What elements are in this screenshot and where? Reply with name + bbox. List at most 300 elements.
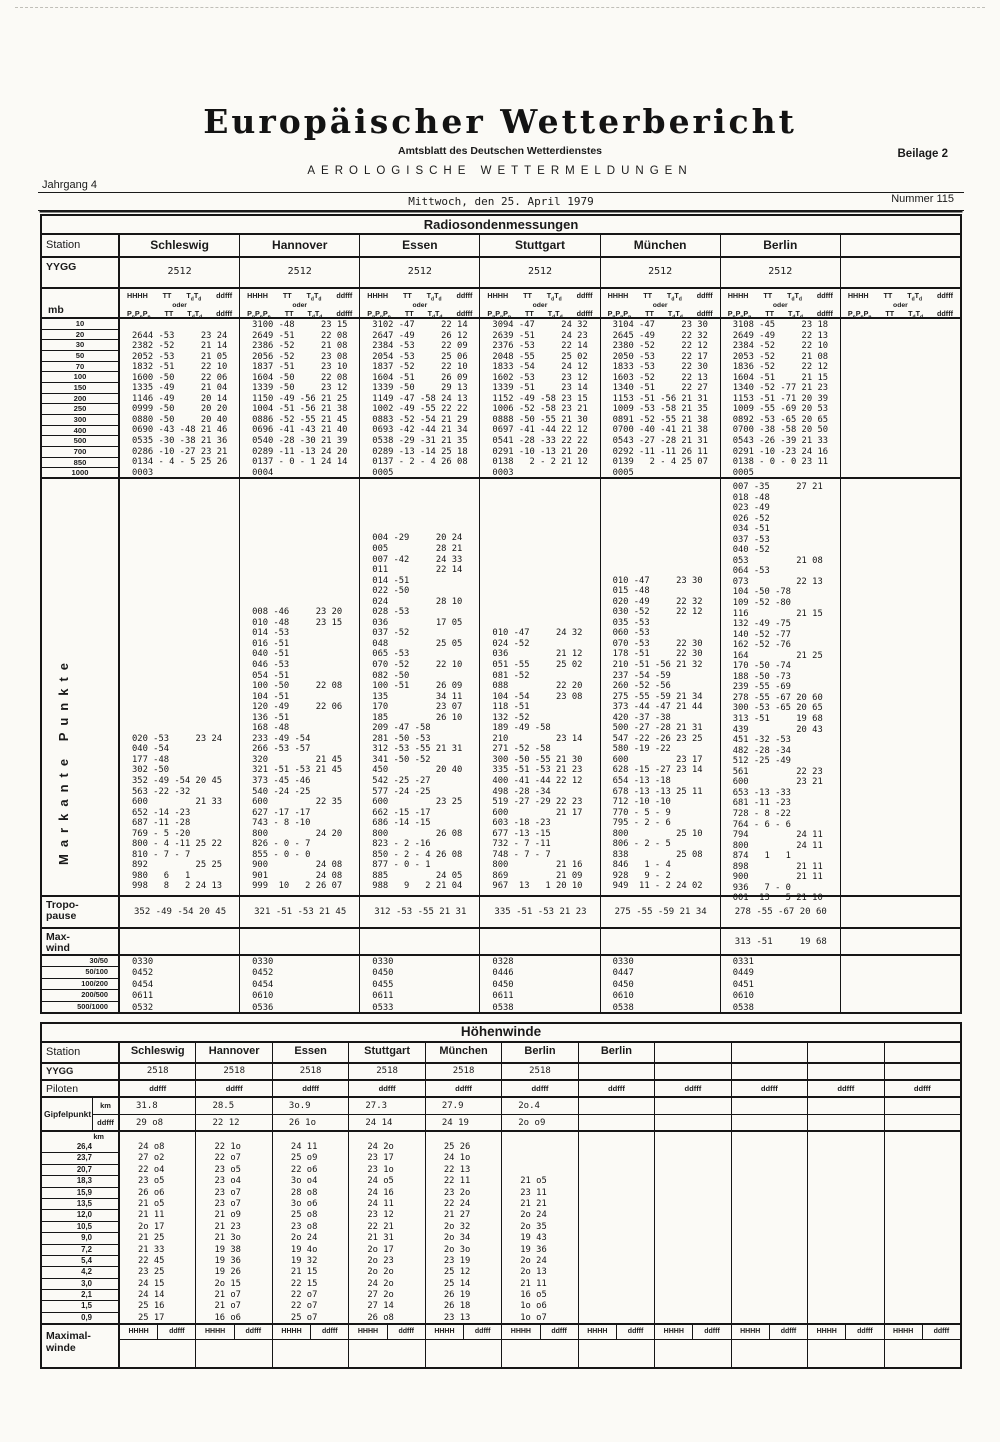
data-line: 22 45: [138, 1255, 165, 1266]
standard-levels-münchen: [601, 319, 721, 477]
mb-level-cell: 250: [42, 404, 118, 415]
layer-label: 30/50: [42, 956, 118, 967]
gipfelpunkt-values-berlin-6: [579, 1098, 655, 1130]
data-line: 010 -48 23 15: [252, 617, 343, 628]
piloten-ddfff-empty-10: ddfff: [913, 1084, 931, 1093]
gipfelpunkt-km-label: km: [93, 1098, 118, 1115]
data-line: 800 24 11: [732, 840, 823, 851]
data-line: 239 -55 -69: [732, 682, 791, 693]
data-line: 1604 -50 22 08: [252, 372, 348, 383]
header-field: ddfff: [336, 291, 353, 300]
data-line: 846 1 - 4: [612, 860, 671, 871]
yygg-value-hannover: 2512: [240, 258, 360, 287]
data-line: 23 o7: [214, 1198, 241, 1209]
data-line: 209 -47 -58: [372, 723, 431, 734]
issue-date: Mittwoch, den 25. April 1979: [408, 195, 594, 208]
data-line: 0538: [612, 1002, 634, 1013]
data-line: 2645 -49 22 32: [612, 330, 708, 341]
data-line: 0446: [492, 968, 514, 979]
gipfel-km-value: 27.9: [426, 1098, 501, 1115]
data-line: 116 21 15: [732, 608, 823, 619]
hw-km-area: [42, 1130, 960, 1323]
data-line: 020 -53 23 24: [132, 733, 223, 744]
data-line: 0289 -13 -14 25 18: [372, 446, 468, 457]
data-line: 2o 13: [520, 1267, 547, 1278]
maximalwinde-label-line2: winde: [46, 1342, 76, 1354]
tropopause-label: [42, 897, 120, 927]
data-line: 0697 -41 -44 22 12: [492, 425, 588, 436]
data-line: 0330: [372, 957, 394, 967]
header-field: $T_dT_d$: [787, 291, 802, 303]
data-line: 0880 -50 20 40: [132, 414, 228, 425]
data-line: 600 23 17: [612, 754, 703, 765]
data-line: 302 -50: [132, 765, 170, 776]
ddfff-header: ddfff: [398, 1328, 414, 1335]
gipfel-ddfff-value: [808, 1115, 883, 1131]
wind-lines: [808, 1132, 883, 1142]
data-line: 0291 -10 -23 24 16: [732, 446, 829, 457]
mb-level-cell: 500: [42, 436, 118, 447]
data-line: 132 -49 -75: [732, 619, 791, 630]
header-field: ddfff: [336, 309, 353, 319]
km-winds-berlin-5: [502, 1132, 578, 1323]
wind-lines: [655, 1132, 730, 1142]
km-level-cell: 12,0: [42, 1210, 118, 1221]
tropopause-value-stuttgart: 335 -51 -53 21 23: [480, 897, 600, 927]
nummer-label: Nummer 115: [891, 193, 954, 205]
data-line: 2o 17: [367, 1244, 394, 1255]
mb-level-cell: 10: [42, 319, 118, 330]
data-line: 0138 2 - 2 21 12: [492, 457, 588, 468]
gipfelpunkt-values-essen-2: [273, 1098, 349, 1130]
standard-lines: [841, 319, 960, 320]
significant-lines: [721, 481, 840, 904]
hhhh-header: HHHH: [426, 1325, 464, 1339]
data-line: 869 21 09: [492, 870, 583, 881]
data-line: 21 23: [214, 1221, 241, 1232]
mb-level-cell: 850: [42, 458, 118, 469]
wind-lines: [349, 1132, 424, 1324]
maxwind-value-empty-6: [841, 929, 960, 954]
gipfelpunkt-values-empty-10: [885, 1098, 960, 1130]
ddfff-header: ddfff: [933, 1328, 950, 1335]
rs-maxwind-row: [42, 927, 960, 954]
data-line: 100 -50 22 08: [252, 681, 343, 692]
data-line: 928 9 - 2: [612, 870, 671, 881]
layer-winds-essen: [360, 956, 480, 1012]
data-line: 1339 -50 23 12: [252, 383, 348, 394]
data-line: 22 o6: [290, 1164, 318, 1175]
subtitle-aerologische: AEROLOGISCHE WETTERMELDUNGEN: [307, 165, 693, 177]
hhhh-header: HHHH: [808, 1325, 846, 1339]
data-line: 1o o6: [520, 1301, 547, 1312]
data-line: 22 24: [443, 1198, 471, 1209]
maxwind-label-line1: Max-: [46, 931, 70, 943]
layer-winds-empty-6: [841, 956, 960, 1012]
km-level-cell: 26,4: [42, 1142, 118, 1153]
header-field: TT: [765, 309, 775, 319]
km-level-cell: 10,5: [42, 1222, 118, 1233]
mb-level-cell: 70: [42, 362, 118, 373]
data-line: 23 17: [367, 1153, 394, 1164]
data-line: 065 -53: [372, 649, 410, 660]
beilage-label: Beilage 2: [897, 148, 948, 160]
data-line: 2639 -51 24 23: [492, 330, 588, 341]
hhhh-header: HHHH: [579, 1325, 617, 1339]
hw-station-name-empty-9: [808, 1043, 884, 1062]
data-line: 0330: [252, 957, 274, 967]
maxwind-pair-empty-8: [732, 1325, 808, 1367]
hw-piloten-row: [42, 1079, 960, 1096]
ddfff-header: ddfff: [474, 1328, 491, 1335]
header-field: TT: [404, 309, 414, 319]
standard-lines: [480, 319, 599, 478]
header-oder: oder: [772, 302, 788, 310]
header-field: $P_nP_nP_n$: [487, 309, 511, 321]
data-line: 21 27: [443, 1210, 471, 1221]
data-line: 335 -51 -53 21 23: [492, 765, 583, 776]
header-field: ddfff: [816, 291, 833, 300]
gipfelpunkt-values-münchen-4: [426, 1098, 502, 1130]
km-winds-empty-8: [732, 1132, 808, 1323]
data-line: 188 -50 -73: [732, 671, 791, 682]
header-field: ddfff: [816, 309, 833, 319]
header-field: $T_dT_d$: [908, 309, 924, 321]
hhhh-header: HHHH: [349, 1325, 387, 1339]
subtitle: Amtsblatt des Deutschen Wetterdienstes: [397, 145, 603, 157]
header-field: HHHH: [247, 291, 268, 300]
data-line: 0330: [612, 957, 634, 967]
hw-station-name-schleswig-0: Schleswig: [120, 1043, 196, 1062]
data-line: 2384 -53 22 09: [372, 341, 468, 352]
maxwind-value-hannover: [240, 929, 360, 954]
data-line: 0139 2 - 4 25 07: [612, 457, 708, 468]
significant-lines: [601, 575, 720, 895]
data-line: 2052 -53 21 05: [132, 351, 228, 362]
data-line: 046 -53: [252, 659, 290, 670]
data-line: 024 28 10: [372, 596, 463, 607]
data-line: 1153 -51 -71 20 39: [732, 393, 829, 404]
data-line: 1340 -52 -77 21 23: [732, 383, 829, 394]
header-field: $T_dT_d$: [667, 309, 683, 321]
data-line: 320 21 45: [252, 754, 343, 765]
data-line: 048 25 05: [372, 638, 463, 649]
data-line: 900 21 11: [732, 872, 823, 883]
data-line: 0610: [252, 991, 274, 1002]
data-line: 0888 -50 -55 21 30: [492, 414, 588, 425]
data-line: 21 25: [138, 1233, 165, 1244]
data-line: 2o 3o: [443, 1244, 471, 1255]
data-line: 24 11: [367, 1198, 394, 1209]
data-line: 27 o2: [138, 1153, 165, 1164]
column-header-essen: [360, 289, 480, 321]
data-line: 450 20 40: [372, 765, 463, 776]
data-line: 420 -37 -38: [612, 712, 671, 723]
data-line: 22 11: [443, 1176, 471, 1187]
header-field: ddfff: [216, 291, 233, 300]
data-line: 312 -53 -55 21 31: [372, 744, 463, 755]
data-line: 519 -27 -29 22 23: [492, 797, 583, 808]
data-line: 168 -48: [252, 723, 290, 734]
data-line: 19 36: [520, 1244, 547, 1255]
data-line: 580 -19 -22: [612, 744, 671, 755]
data-line: 341 -50 -52: [372, 754, 431, 765]
piloten-label: Piloten: [42, 1081, 120, 1096]
data-line: 0540 -28 -30 21 39: [252, 436, 348, 447]
data-line: 054 -51: [252, 670, 290, 681]
gipfel-km-value: [579, 1098, 654, 1115]
data-line: 22 21: [367, 1221, 394, 1232]
data-line: 352 -49 -54 20 45: [132, 775, 223, 786]
data-line: 19 43: [520, 1233, 547, 1244]
gipfel-ddfff-value: 22 12: [212, 1118, 240, 1128]
data-line: 023 -49: [732, 503, 770, 514]
data-line: 23 13: [443, 1312, 471, 1323]
data-line: 170 -50 -74: [732, 661, 791, 672]
data-line: 21 3o: [214, 1233, 241, 1244]
header-field: $T_dT_d$: [306, 291, 322, 303]
data-line: 189 -49 -58: [492, 723, 551, 734]
data-line: 439 20 43: [732, 724, 823, 735]
piloten-ddfff-berlin-6: ddfff: [579, 1081, 655, 1096]
data-line: 313 -51 19 68: [732, 714, 823, 725]
data-line: 677 -13 -15: [492, 828, 551, 839]
ddfff-header: ddfff: [857, 1328, 873, 1335]
data-line: 838 25 08: [612, 849, 703, 860]
data-line: 237 -54 -59: [612, 670, 671, 681]
data-line: 0292 -11 -11 26 11: [612, 446, 708, 457]
header-field: $T_dT_d$: [186, 291, 202, 303]
data-line: 0004: [252, 467, 274, 478]
data-line: 25 o8: [290, 1210, 318, 1221]
km-winds-münchen-4: [426, 1132, 502, 1323]
data-line: 0543 -26 -39 21 33: [732, 436, 829, 447]
data-line: 001 13 5 21 10: [732, 893, 823, 904]
standard-lines: [240, 319, 359, 478]
station-name-essen: Essen: [360, 235, 480, 256]
data-line: 0138 - 0 - 0 23 11: [732, 457, 829, 468]
gipfelpunkt-values-empty-9: [808, 1098, 884, 1130]
mb-level-cell: 1000: [42, 468, 118, 479]
maxwind-header-pair: [196, 1325, 271, 1340]
hw-yygg-value-empty-10: [885, 1064, 960, 1079]
header-oder: oder: [292, 302, 308, 310]
gipfelpunkt-label: Gipfelpunkt: [44, 1109, 92, 1119]
maxwind-value-schleswig: [120, 929, 240, 954]
data-line: 967 13 1 20 10: [492, 881, 583, 892]
data-line: 0450: [492, 979, 514, 990]
piloten-ddfff-empty-9: ddfff: [808, 1081, 884, 1096]
station-label: Station: [42, 235, 120, 256]
data-line: 603 -18 -23: [492, 818, 551, 829]
standard-lines: [360, 319, 479, 478]
gipfel-km-value: 28.5: [196, 1098, 271, 1115]
maxwind-value-essen: [360, 929, 480, 954]
column-header-schleswig: [120, 289, 240, 321]
data-line: 164 21 25: [732, 650, 823, 661]
data-line: 2o 2o: [367, 1267, 394, 1278]
mb-level-cell: 150: [42, 383, 118, 394]
data-line: 800 25 10: [612, 828, 703, 839]
gipfelpunkt-values-schleswig-0: [120, 1098, 196, 1130]
maxwind-header-pair: [579, 1325, 654, 1340]
data-line: 2649 -49 22 13: [732, 330, 829, 341]
mb-label: mb: [48, 304, 64, 316]
data-line: 037 -53: [732, 534, 770, 545]
data-line: 3o o4: [290, 1176, 318, 1187]
data-line: 036 21 12: [492, 649, 583, 660]
mb-levels-column: [42, 319, 120, 477]
layer-labels-column: [42, 956, 120, 1012]
data-line: 0535 -30 -38 21 36: [132, 436, 228, 447]
data-line: 24 o8: [138, 1142, 165, 1152]
header-field: $T_dT_d$: [666, 291, 682, 303]
data-line: 2o 23: [367, 1255, 394, 1266]
dateline: [38, 177, 964, 211]
data-line: 998 8 2 24 13: [132, 881, 223, 892]
data-line: 2376 -53 22 14: [492, 341, 588, 352]
tropopause-value-berlin: 278 -55 -67 20 60: [721, 897, 841, 927]
standard-lines: [721, 319, 840, 478]
data-line: 25 o7: [290, 1312, 318, 1323]
km-level-cell: 7,2: [42, 1245, 118, 1256]
km-winds-hannover-1: [196, 1132, 272, 1323]
header-field: ddfff: [456, 309, 473, 319]
wind-lines: [732, 1132, 807, 1142]
data-line: 23 1o: [367, 1164, 394, 1175]
gipfelpunkt-label-cell: [42, 1098, 120, 1130]
data-line: 004 -29 20 24: [372, 533, 463, 544]
data-line: 23 2o: [443, 1187, 471, 1198]
data-line: 26 19: [443, 1290, 471, 1301]
data-line: 0454: [132, 979, 154, 990]
data-line: 600 23 25: [372, 797, 463, 808]
data-line: 0330: [132, 957, 154, 967]
data-line: 0003: [132, 467, 154, 478]
hw-station-name-hannover-1: Hannover: [196, 1043, 272, 1062]
significant-levels-berlin: [721, 479, 841, 904]
data-line: 1153 -51 -56 21 31: [612, 393, 708, 404]
tropopause-value-empty-6: [841, 897, 960, 927]
header-field: TT: [162, 291, 172, 300]
data-line: 980 6 1: [132, 870, 191, 881]
data-line: 22 15: [290, 1278, 318, 1289]
data-line: 233 -49 -54: [252, 733, 311, 744]
station-name-hannover: Hannover: [240, 235, 360, 256]
data-line: 0700 -38 -58 20 50: [732, 425, 829, 436]
rs-significant-levels: [42, 477, 960, 904]
data-line: 0286 -10 -27 23 21: [132, 446, 228, 457]
header-field: ddfff: [456, 291, 473, 300]
data-line: 23 12: [367, 1210, 394, 1221]
maxwind-pair-berlin-5: [502, 1325, 578, 1367]
maxwind-header-pair: [808, 1325, 883, 1340]
data-line: 300 -50 -55 21 30: [492, 754, 583, 765]
km-level-cell: 2,1: [42, 1290, 118, 1301]
data-line: 018 -48: [732, 492, 770, 503]
hw-station-name-münchen-4: München: [426, 1043, 502, 1062]
header-field: $P_nP_nP_n$: [847, 309, 872, 321]
data-line: 0538 -29 -31 21 35: [372, 436, 468, 447]
layer-lines: [841, 956, 960, 957]
data-line: 0999 -50 20 20: [132, 404, 228, 415]
data-line: 2o 35: [520, 1221, 547, 1232]
data-line: 037 -52: [372, 628, 410, 639]
layer-lines: [721, 956, 840, 1014]
data-line: 024 -52: [492, 638, 530, 649]
yygg-label: YYGG: [42, 258, 120, 287]
yygg-value-münchen: 2512: [601, 258, 721, 287]
significant-levels-stuttgart: [480, 479, 600, 895]
layer-lines: [360, 956, 479, 1014]
data-line: 040 -51: [252, 649, 290, 660]
km-level-cell: 4,2: [42, 1267, 118, 1278]
header-field: $T_dT_d$: [426, 291, 442, 303]
data-line: 500 -27 -28 21 31: [612, 723, 703, 734]
data-line: 21 o5: [520, 1176, 547, 1187]
hhhh-header: HHHH: [120, 1325, 158, 1339]
header-field: $T_dT_d$: [187, 309, 203, 321]
data-line: 0328: [492, 957, 514, 967]
gipfel-ddfff-value: [885, 1115, 960, 1131]
data-line: 874 1 1: [732, 851, 791, 862]
gipfelpunkt-values-empty-7: [655, 1098, 731, 1130]
data-line: 26 18: [443, 1301, 471, 1312]
maxwind-header-pair: [502, 1325, 577, 1340]
data-line: 1149 -47 -58 24 13: [372, 393, 468, 404]
data-line: 21 11: [138, 1210, 165, 1221]
data-line: 081 -52: [492, 670, 530, 681]
data-line: 681 -11 -23: [732, 798, 791, 809]
data-line: 21 33: [138, 1244, 165, 1255]
header-field: ddfff: [937, 309, 953, 319]
tropopause-value-schleswig: 352 -49 -54 20 45: [120, 897, 240, 927]
standard-lines: [601, 319, 720, 478]
hw-yygg-value-empty-9: [808, 1064, 884, 1079]
data-line: 3104 -47 23 30: [612, 320, 708, 330]
standard-levels-schleswig: [120, 319, 240, 477]
data-line: 177 -48: [132, 754, 170, 765]
significant-lines: [120, 733, 239, 895]
data-line: 140 -52 -77: [732, 629, 791, 640]
data-line: 1009 -53 -58 21 35: [612, 404, 708, 415]
data-line: 898 21 11: [732, 861, 823, 872]
wind-lines: [579, 1132, 654, 1142]
mb-label-cell: [42, 289, 120, 317]
data-line: 21 31: [367, 1233, 394, 1244]
yygg-value-essen: 2512: [360, 258, 480, 287]
data-line: 901 24 08: [252, 870, 343, 881]
layer-winds-berlin: [721, 956, 841, 1012]
data-line: 2644 -53 23 24: [132, 330, 228, 341]
hw-yygg-value-münchen-4: 2518: [426, 1064, 502, 1079]
layer-winds-stuttgart: [480, 956, 600, 1012]
data-line: 22 o4: [138, 1164, 165, 1175]
header-field: $T_dT_d$: [788, 309, 803, 321]
maxwind-header-pair: [349, 1325, 424, 1340]
piloten-ddfff-berlin-5: ddfff: [502, 1081, 578, 1096]
data-line: 2056 -52 23 08: [252, 351, 348, 362]
maxwind-header-pair: [655, 1325, 730, 1340]
header-field: ddfff: [576, 291, 593, 300]
rs-yygg-row: [42, 256, 960, 287]
data-line: 2o 24: [520, 1255, 547, 1266]
header-field: ddfff: [937, 291, 953, 300]
gipfel-km-value: 31.8: [120, 1098, 195, 1115]
ddfff-header: ddfff: [321, 1328, 338, 1335]
data-line: 22 o7: [290, 1301, 318, 1312]
data-line: 0611: [372, 991, 394, 1002]
